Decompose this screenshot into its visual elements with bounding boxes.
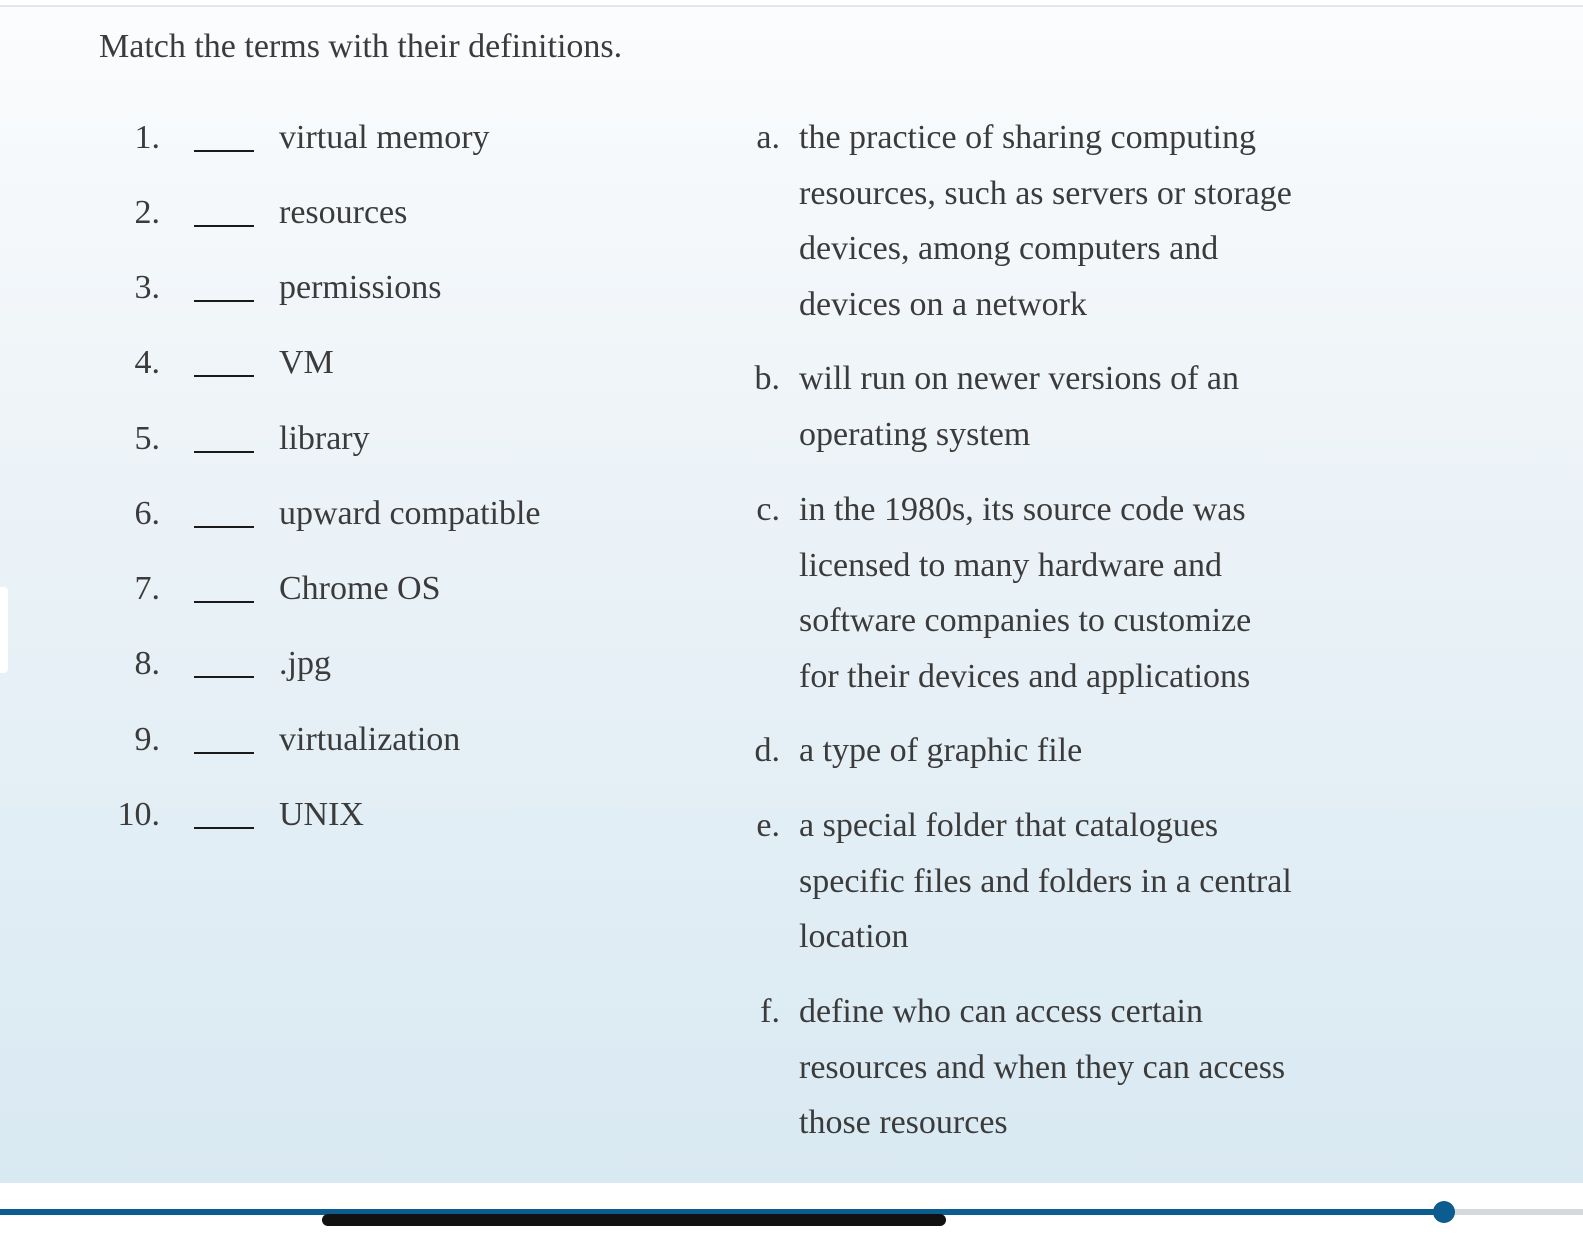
term-label: Chrome OS [279,570,441,607]
term-label: .jpg [279,645,331,682]
definition-line: the practice of sharing computing [799,119,1256,156]
definition-line: resources and when they can access [799,1048,1286,1086]
definition-text [799,984,1339,1151]
answer-blank[interactable] [194,526,254,528]
question-instruction: Match the terms with their definitions. [99,28,623,65]
definition-text [799,110,1339,332]
term-row [0,341,700,385]
term-number: 10. [117,796,160,833]
definition-line: resources, such as servers or storage [799,174,1292,212]
term-number: 6. [134,495,160,532]
definition-line: in the 1980s, its source code was [799,491,1246,528]
answer-blank[interactable] [194,752,254,754]
definition-letter: f. [760,993,780,1030]
answer-blank[interactable] [194,827,254,829]
definition-line: devices on a network [799,285,1087,323]
term-label: library [279,420,370,457]
answer-blank[interactable] [194,225,254,227]
answer-blank[interactable] [194,676,254,678]
definition-line: will run on newer versions of an [799,360,1240,397]
definition-line: those resources [799,1104,1008,1141]
definition-text [799,798,1339,965]
definition-line: define who can access certain [799,993,1203,1030]
term-row [0,417,700,461]
definition-line: specific files and folders in a central [799,862,1292,900]
definition-line: a special folder that catalogues [799,807,1219,844]
definition-letter: c. [756,491,780,528]
definition-text [799,351,1339,462]
term-number: 5. [134,420,160,457]
definition-line: devices, among computers and [799,230,1219,267]
definition-line: for their devices and applications [799,657,1251,695]
term-row [0,718,700,762]
term-row [0,642,700,686]
definition-letter: a. [756,119,780,156]
definition-line: software companies to customize [799,602,1252,639]
definition-text [799,482,1339,704]
answer-blank[interactable] [194,451,254,453]
definition-text [799,723,1339,779]
term-label: UNIX [279,796,364,833]
definition-line: a type of graphic file [799,732,1083,769]
term-number: 7. [134,570,160,607]
answer-blank[interactable] [194,150,254,152]
term-number: 9. [134,721,160,758]
term-row [0,492,700,536]
term-number: 3. [134,269,160,306]
answer-blank[interactable] [194,601,254,603]
definition-letter: b. [754,360,780,397]
term-label: upward compatible [279,495,541,532]
definition-line: licensed to many hardware and [799,546,1222,584]
term-number: 4. [134,344,160,381]
term-label: virtual memory [279,119,490,156]
term-row [0,793,700,837]
definition-line: operating system [799,415,1031,453]
answer-blank[interactable] [194,300,254,302]
definition-letter: d. [754,732,780,769]
question-panel [0,7,1583,1183]
term-number: 1. [134,119,160,156]
term-label: virtualization [279,721,461,758]
definition-line: location [799,918,909,955]
term-row [0,567,700,611]
term-label: permissions [279,269,442,306]
progress-knob[interactable] [1433,1201,1455,1223]
term-label: VM [279,344,334,381]
term-row [0,191,700,235]
home-indicator[interactable] [322,1214,946,1226]
term-label: resources [279,194,408,231]
term-number: 2. [134,194,160,231]
term-row [0,116,700,160]
term-number: 8. [134,645,160,682]
term-row [0,266,700,310]
definition-letter: e. [756,807,780,844]
answer-blank[interactable] [194,375,254,377]
